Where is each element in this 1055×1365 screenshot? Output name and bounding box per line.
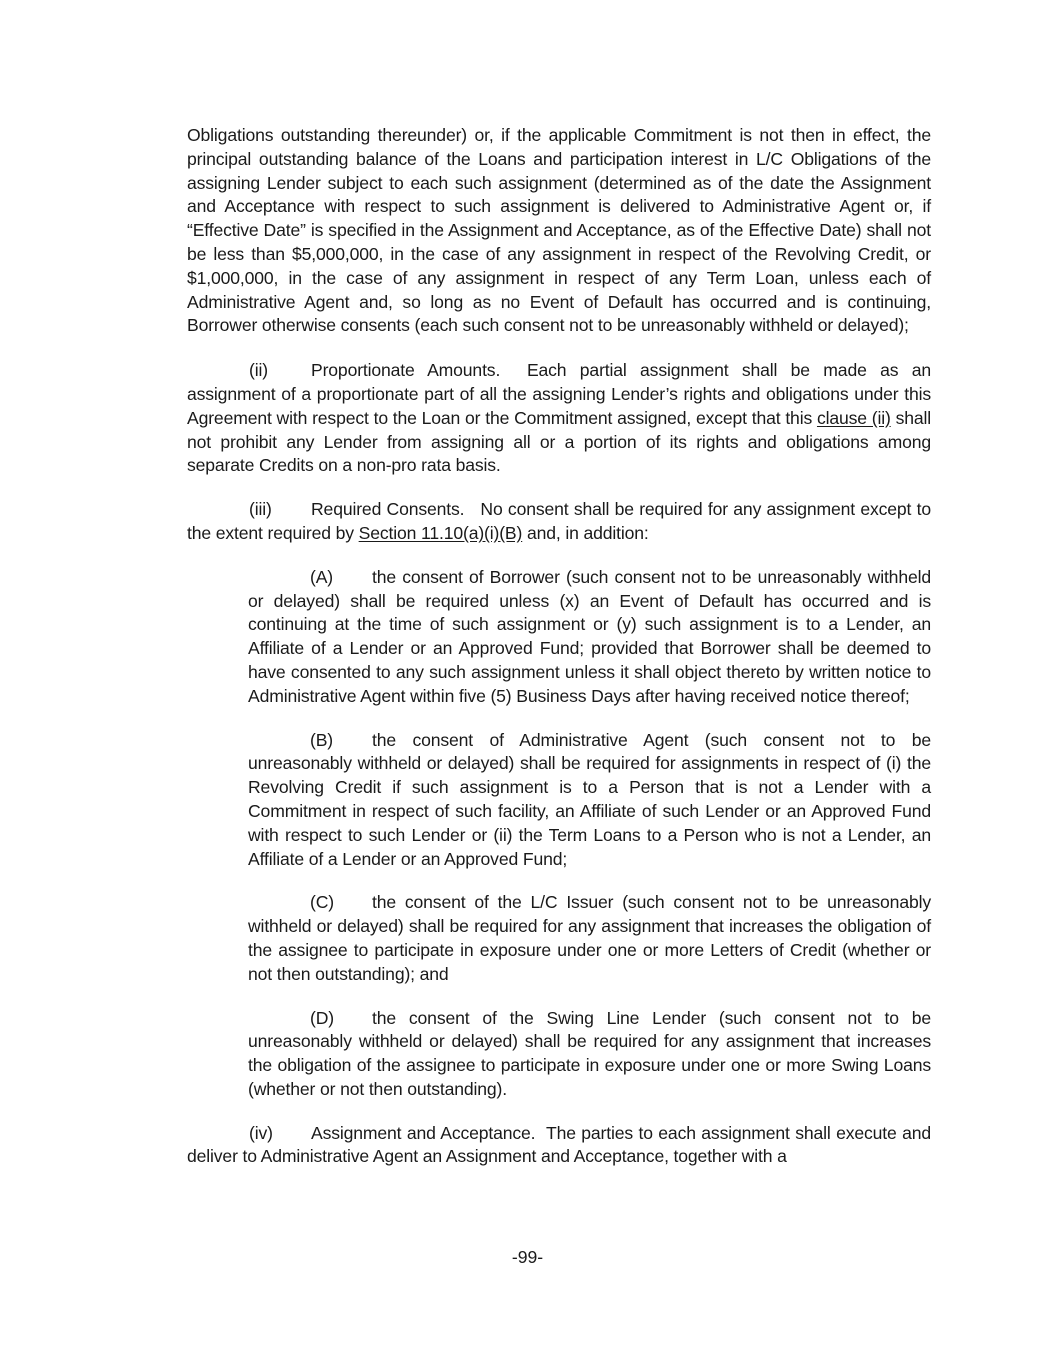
clause-ref-iii: Section 11.10(a)(i)(B) (358, 522, 523, 543)
clause-text-ii-a: Each partial assignment shall be made as an assignment of a proportionate part of all the assigning Lender’s rights and obligations under this Agreement with respect to the Loan or the Commitment assigned, except that this (187, 360, 931, 428)
subclause-label-B: (B) (310, 729, 334, 750)
subclause-label-D: (D) (310, 1007, 334, 1028)
subclause-C (248, 891, 931, 986)
document-page (187, 124, 931, 1189)
clause-text-iv: The parties to each assignment shall execute and deliver to Administrative Agent an Assignment and Acceptance, together with a (187, 1122, 931, 1167)
clause-label-iv: (iv) (249, 1122, 273, 1143)
paragraph-iii (187, 498, 931, 546)
clause-heading-iv: Assignment and Acceptance. (311, 1122, 536, 1143)
subclause-block (248, 566, 931, 1102)
subclause-text-D: the consent of the Swing Line Lender (such consent not to be unreasonably withheld or delayed) shall be required for any assignment that increases the obligation of the assignee to participate in exposure under one or more Swing Loans (whether or not then outstanding). (248, 1007, 931, 1099)
clause-text-iii-a: No consent shall be required for any assignment except to the extent required by (187, 499, 931, 543)
subclause-text-C: the consent of the L/C Issuer (such consent not to be unreasonably withheld or delayed) shall be required for any assignment that increases the obligation of the assignee to participate in exposure under one or more Letters of Credit (whether or not then outstanding); and (248, 892, 931, 984)
paragraph-iv (187, 1122, 931, 1170)
clause-label-ii: (ii) (249, 360, 268, 381)
clause-heading-iii: Required Consents. (311, 499, 465, 520)
subclause-text-A: the consent of Borrower (such consent not to be unreasonably withheld or delayed) shall be required unless (x) an Event of Default has occurred and is continuing at the time of such assignment or (y) such assignment is to a Lender, an Affiliate of a Lender or an Approved Fund; provided that Borrower shall be deemed to have consented to any such assignment unless it shall object thereto by written notice to Administrative Agent within five (5) Business Days after having received notice thereof; (248, 566, 931, 706)
clause-text-iii-b: and, in addition: (526, 522, 649, 543)
clause-ref-ii: clause (ii) (816, 407, 891, 428)
subclause-A (248, 566, 931, 709)
paragraph-continuation: Obligations outstanding thereunder) or, if the applicable Commitment is not then in effect, the principal outstanding balance of the Loans and participation interest in L/C Obligations of the assigning Lender subject to each such assignment (determined as of the date the Assignment and Acceptance with respect to such assignment is delivered to Administrative Agent or, if “Effective Date” is specified in the Assignment and Acceptance, as of the Effective Date) shall not be less than $5,000,000, in the case of any assignment in respect of the Revolving Credit, or $1,000,000, in the case of any assignment in respect of any Term Loan, unless each of Administrative Agent and, so long as no Event of Default has occurred and is continuing, Borrower otherwise consents (each such consent not to be unreasonably withheld or delayed); (187, 125, 931, 336)
clause-heading-ii: Proportionate Amounts. (311, 360, 501, 381)
clause-text-ii-b: shall not prohibit any Lender from assigning all or a portion of its rights and obligations among separate Credits on a non-pro rata basis. (187, 407, 932, 476)
subclause-D (248, 1007, 931, 1102)
clause-label-iii: (iii) (249, 499, 272, 520)
paragraph-ii (187, 359, 931, 478)
subclause-label-C: (C) (310, 892, 334, 913)
subclause-B (248, 729, 931, 872)
subclause-label-A: (A) (310, 566, 334, 587)
subclause-text-B: the consent of Administrative Agent (such consent not to be unreasonably withheld or delayed) shall be required for assignments in respect of (i) the Revolving Credit if such assignment is to a Person that is not a Lender with a Commitment in respect of such facility, an Affiliate of such Lender or an Approved Fund with respect to such Lender or (ii) the Term Loans to a Person who is not a Lender, an Affiliate of a Lender or an Approved Fund; (248, 729, 931, 869)
page-number: -99- (511, 1247, 544, 1267)
